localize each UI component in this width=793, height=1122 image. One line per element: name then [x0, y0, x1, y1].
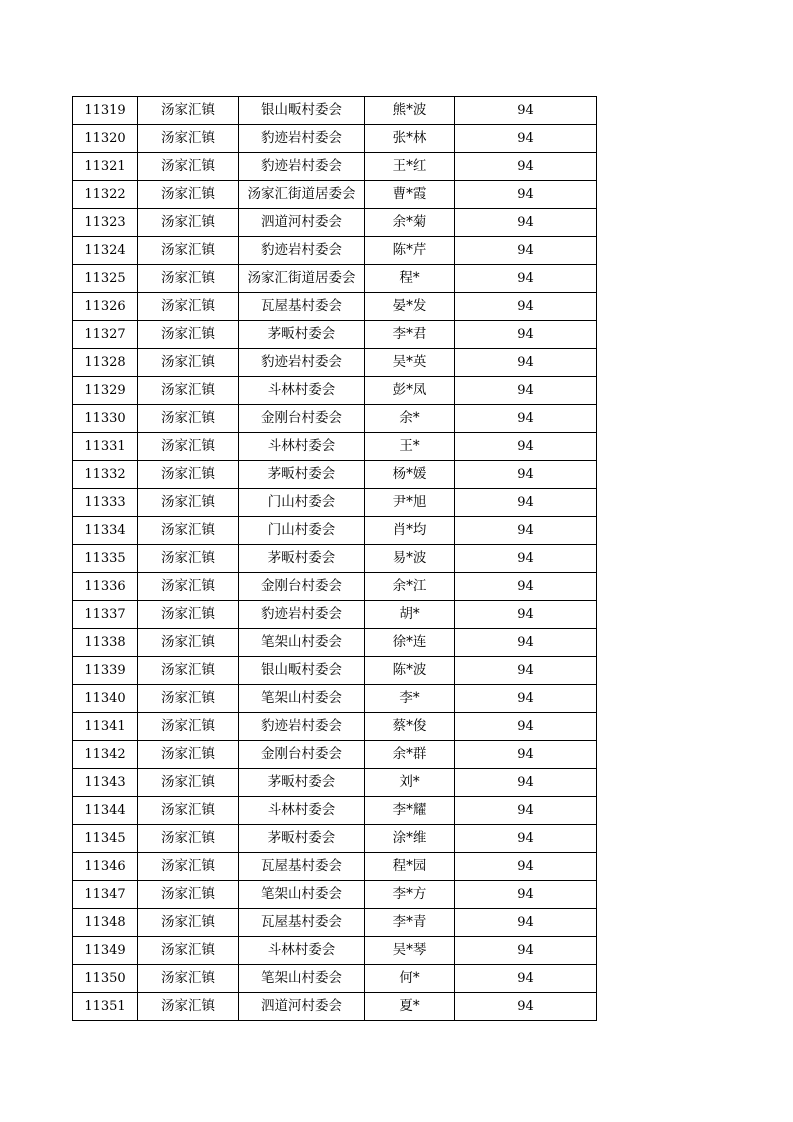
row-id-cell: 11332 — [73, 461, 138, 489]
row-id-cell: 11321 — [73, 153, 138, 181]
score-cell: 94 — [455, 97, 597, 125]
row-id-cell: 11343 — [73, 769, 138, 797]
person-name-cell: 蔡*俊 — [365, 713, 455, 741]
table-row — [73, 601, 597, 629]
table-row — [73, 125, 597, 153]
score-cell: 94 — [455, 209, 597, 237]
person-name-cell: 陈*芹 — [365, 237, 455, 265]
village-committee-cell: 笔架山村委会 — [239, 629, 365, 657]
table-row — [73, 405, 597, 433]
roster-table-body — [73, 97, 597, 1021]
row-id-cell: 11322 — [73, 181, 138, 209]
score-cell: 94 — [455, 265, 597, 293]
town-cell: 汤家汇镇 — [138, 265, 239, 293]
person-name-cell: 余*江 — [365, 573, 455, 601]
row-id-cell: 11334 — [73, 517, 138, 545]
score-cell: 94 — [455, 769, 597, 797]
score-cell: 94 — [455, 405, 597, 433]
village-committee-cell: 豹迹岩村委会 — [239, 153, 365, 181]
person-name-cell: 肖*均 — [365, 517, 455, 545]
row-id-cell: 11350 — [73, 965, 138, 993]
village-committee-cell: 豹迹岩村委会 — [239, 349, 365, 377]
town-cell: 汤家汇镇 — [138, 601, 239, 629]
row-id-cell: 11342 — [73, 741, 138, 769]
row-id-cell: 11346 — [73, 853, 138, 881]
score-cell: 94 — [455, 517, 597, 545]
score-cell: 94 — [455, 181, 597, 209]
person-name-cell: 涂*维 — [365, 825, 455, 853]
town-cell: 汤家汇镇 — [138, 937, 239, 965]
table-row — [73, 629, 597, 657]
row-id-cell: 11341 — [73, 713, 138, 741]
village-committee-cell: 斗林村委会 — [239, 377, 365, 405]
row-id-cell: 11347 — [73, 881, 138, 909]
row-id-cell: 11327 — [73, 321, 138, 349]
table-row — [73, 741, 597, 769]
table-row — [73, 237, 597, 265]
table-row — [73, 489, 597, 517]
person-name-cell: 李*青 — [365, 909, 455, 937]
table-row — [73, 293, 597, 321]
town-cell: 汤家汇镇 — [138, 965, 239, 993]
table-row — [73, 685, 597, 713]
village-committee-cell: 泗道河村委会 — [239, 993, 365, 1021]
score-cell: 94 — [455, 797, 597, 825]
score-cell: 94 — [455, 601, 597, 629]
person-name-cell: 余*群 — [365, 741, 455, 769]
score-cell: 94 — [455, 433, 597, 461]
table-row — [73, 937, 597, 965]
row-id-cell: 11320 — [73, 125, 138, 153]
village-committee-cell: 门山村委会 — [239, 489, 365, 517]
table-row — [73, 965, 597, 993]
town-cell: 汤家汇镇 — [138, 377, 239, 405]
person-name-cell: 李*方 — [365, 881, 455, 909]
town-cell: 汤家汇镇 — [138, 909, 239, 937]
row-id-cell: 11331 — [73, 433, 138, 461]
table-row — [73, 797, 597, 825]
row-id-cell: 11337 — [73, 601, 138, 629]
row-id-cell: 11326 — [73, 293, 138, 321]
village-committee-cell: 斗林村委会 — [239, 797, 365, 825]
row-id-cell: 11349 — [73, 937, 138, 965]
score-cell: 94 — [455, 741, 597, 769]
table-row — [73, 181, 597, 209]
town-cell: 汤家汇镇 — [138, 433, 239, 461]
town-cell: 汤家汇镇 — [138, 153, 239, 181]
table-row — [73, 573, 597, 601]
person-name-cell: 张*林 — [365, 125, 455, 153]
person-name-cell: 余*菊 — [365, 209, 455, 237]
person-name-cell: 李* — [365, 685, 455, 713]
row-id-cell: 11338 — [73, 629, 138, 657]
row-id-cell: 11325 — [73, 265, 138, 293]
row-id-cell: 11328 — [73, 349, 138, 377]
person-name-cell: 王* — [365, 433, 455, 461]
village-committee-cell: 茅畈村委会 — [239, 545, 365, 573]
table-row — [73, 153, 597, 181]
village-committee-cell: 汤家汇街道居委会 — [239, 181, 365, 209]
village-committee-cell: 笔架山村委会 — [239, 965, 365, 993]
table-row — [73, 769, 597, 797]
table-row — [73, 97, 597, 125]
village-committee-cell: 斗林村委会 — [239, 433, 365, 461]
town-cell: 汤家汇镇 — [138, 853, 239, 881]
village-committee-cell: 汤家汇街道居委会 — [239, 265, 365, 293]
row-id-cell: 11336 — [73, 573, 138, 601]
village-committee-cell: 豹迹岩村委会 — [239, 601, 365, 629]
score-cell: 94 — [455, 881, 597, 909]
town-cell: 汤家汇镇 — [138, 713, 239, 741]
table-row — [73, 881, 597, 909]
town-cell: 汤家汇镇 — [138, 405, 239, 433]
town-cell: 汤家汇镇 — [138, 573, 239, 601]
score-cell: 94 — [455, 545, 597, 573]
town-cell: 汤家汇镇 — [138, 797, 239, 825]
table-row — [73, 713, 597, 741]
person-name-cell: 尹*旭 — [365, 489, 455, 517]
person-name-cell: 程* — [365, 265, 455, 293]
village-committee-cell: 豹迹岩村委会 — [239, 237, 365, 265]
score-cell: 94 — [455, 461, 597, 489]
row-id-cell: 11323 — [73, 209, 138, 237]
person-name-cell: 余* — [365, 405, 455, 433]
town-cell: 汤家汇镇 — [138, 293, 239, 321]
row-id-cell: 11330 — [73, 405, 138, 433]
village-committee-cell: 银山畈村委会 — [239, 97, 365, 125]
village-committee-cell: 斗林村委会 — [239, 937, 365, 965]
person-name-cell: 熊*波 — [365, 97, 455, 125]
table-row — [73, 853, 597, 881]
table-row — [73, 321, 597, 349]
score-cell: 94 — [455, 293, 597, 321]
person-name-cell: 程*园 — [365, 853, 455, 881]
town-cell: 汤家汇镇 — [138, 545, 239, 573]
score-cell: 94 — [455, 349, 597, 377]
score-cell: 94 — [455, 937, 597, 965]
village-committee-cell: 茅畈村委会 — [239, 461, 365, 489]
table-row — [73, 265, 597, 293]
town-cell: 汤家汇镇 — [138, 321, 239, 349]
village-committee-cell: 门山村委会 — [239, 517, 365, 545]
table-row — [73, 993, 597, 1021]
table-row — [73, 909, 597, 937]
person-name-cell: 杨*媛 — [365, 461, 455, 489]
roster-table — [72, 96, 597, 1021]
table-row — [73, 209, 597, 237]
village-committee-cell: 瓦屋基村委会 — [239, 853, 365, 881]
person-name-cell: 刘* — [365, 769, 455, 797]
person-name-cell: 夏* — [365, 993, 455, 1021]
village-committee-cell: 豹迹岩村委会 — [239, 125, 365, 153]
village-committee-cell: 笔架山村委会 — [239, 881, 365, 909]
score-cell: 94 — [455, 685, 597, 713]
score-cell: 94 — [455, 125, 597, 153]
town-cell: 汤家汇镇 — [138, 657, 239, 685]
score-cell: 94 — [455, 629, 597, 657]
person-name-cell: 王*红 — [365, 153, 455, 181]
row-id-cell: 11333 — [73, 489, 138, 517]
town-cell: 汤家汇镇 — [138, 125, 239, 153]
person-name-cell: 曹*霞 — [365, 181, 455, 209]
village-committee-cell: 笔架山村委会 — [239, 685, 365, 713]
table-row — [73, 657, 597, 685]
score-cell: 94 — [455, 965, 597, 993]
table-row — [73, 825, 597, 853]
town-cell: 汤家汇镇 — [138, 181, 239, 209]
town-cell: 汤家汇镇 — [138, 461, 239, 489]
score-cell: 94 — [455, 825, 597, 853]
person-name-cell: 何* — [365, 965, 455, 993]
row-id-cell: 11319 — [73, 97, 138, 125]
person-name-cell: 陈*波 — [365, 657, 455, 685]
town-cell: 汤家汇镇 — [138, 993, 239, 1021]
person-name-cell: 易*波 — [365, 545, 455, 573]
person-name-cell: 徐*连 — [365, 629, 455, 657]
person-name-cell: 吴*英 — [365, 349, 455, 377]
town-cell: 汤家汇镇 — [138, 349, 239, 377]
score-cell: 94 — [455, 153, 597, 181]
table-row — [73, 545, 597, 573]
town-cell: 汤家汇镇 — [138, 209, 239, 237]
row-id-cell: 11335 — [73, 545, 138, 573]
town-cell: 汤家汇镇 — [138, 825, 239, 853]
town-cell: 汤家汇镇 — [138, 881, 239, 909]
village-committee-cell: 茅畈村委会 — [239, 321, 365, 349]
table-row — [73, 349, 597, 377]
score-cell: 94 — [455, 489, 597, 517]
town-cell: 汤家汇镇 — [138, 741, 239, 769]
score-cell: 94 — [455, 321, 597, 349]
score-cell: 94 — [455, 377, 597, 405]
row-id-cell: 11348 — [73, 909, 138, 937]
row-id-cell: 11329 — [73, 377, 138, 405]
town-cell: 汤家汇镇 — [138, 97, 239, 125]
person-name-cell: 吴*琴 — [365, 937, 455, 965]
table-row — [73, 461, 597, 489]
row-id-cell: 11345 — [73, 825, 138, 853]
village-committee-cell: 茅畈村委会 — [239, 825, 365, 853]
score-cell: 94 — [455, 909, 597, 937]
score-cell: 94 — [455, 237, 597, 265]
town-cell: 汤家汇镇 — [138, 517, 239, 545]
town-cell: 汤家汇镇 — [138, 629, 239, 657]
village-committee-cell: 豹迹岩村委会 — [239, 713, 365, 741]
person-name-cell: 李*君 — [365, 321, 455, 349]
town-cell: 汤家汇镇 — [138, 769, 239, 797]
town-cell: 汤家汇镇 — [138, 685, 239, 713]
village-committee-cell: 金刚台村委会 — [239, 405, 365, 433]
village-committee-cell: 银山畈村委会 — [239, 657, 365, 685]
village-committee-cell: 金刚台村委会 — [239, 741, 365, 769]
score-cell: 94 — [455, 573, 597, 601]
table-row — [73, 377, 597, 405]
row-id-cell: 11351 — [73, 993, 138, 1021]
village-committee-cell: 茅畈村委会 — [239, 769, 365, 797]
person-name-cell: 晏*发 — [365, 293, 455, 321]
row-id-cell: 11339 — [73, 657, 138, 685]
table-row — [73, 433, 597, 461]
person-name-cell: 胡* — [365, 601, 455, 629]
person-name-cell: 李*耀 — [365, 797, 455, 825]
town-cell: 汤家汇镇 — [138, 489, 239, 517]
town-cell: 汤家汇镇 — [138, 237, 239, 265]
score-cell: 94 — [455, 713, 597, 741]
village-committee-cell: 金刚台村委会 — [239, 573, 365, 601]
row-id-cell: 11344 — [73, 797, 138, 825]
score-cell: 94 — [455, 853, 597, 881]
village-committee-cell: 瓦屋基村委会 — [239, 909, 365, 937]
score-cell: 94 — [455, 993, 597, 1021]
row-id-cell: 11324 — [73, 237, 138, 265]
village-committee-cell: 瓦屋基村委会 — [239, 293, 365, 321]
village-committee-cell: 泗道河村委会 — [239, 209, 365, 237]
table-row — [73, 517, 597, 545]
person-name-cell: 彭*凤 — [365, 377, 455, 405]
score-cell: 94 — [455, 657, 597, 685]
row-id-cell: 11340 — [73, 685, 138, 713]
